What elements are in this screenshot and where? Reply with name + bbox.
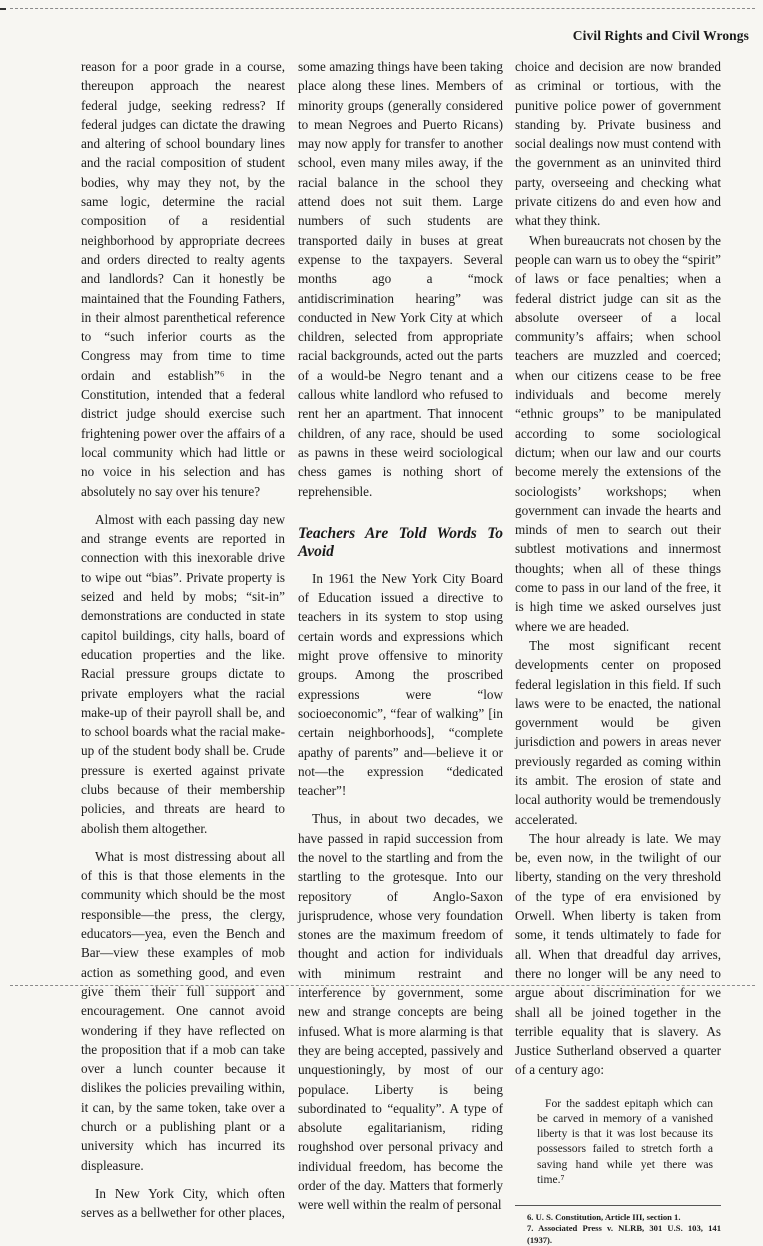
paragraph: choice and decision are now branded as criminal or tortious, with the punitive police power of government standing by. Private business and social dealings now must contend with the government as an uninvited third party, overseeing and checking what private citizens do and even how and what they think.: [515, 59, 721, 229]
footnote-7: 7. Associated Press v. NLRB, 301 U.S. 103, 141 (1937).: [527, 1223, 721, 1245]
section-heading: Teachers Are Told Words To Avoid: [298, 524, 503, 560]
paragraph: In New York City, which often serves as a bellwether for other places,: [81, 1185, 285, 1221]
paragraph: Almost with each passing day new and strange events are reported in connection with this inexorable drive to wipe out “bias”. Private property is seized and held by mobs; “sit-in” demonstrations are conducted in state capitol buildings, city halls, board of education properties and the like. Racial pressure groups dictate to private employers what the racial make-up of their payroll shall be, and to school boards what the racial make-up of the student body shall be. Crude pressure is exerted against private clubs because of their membership policies, and threats are heard to abolish them altogether.: [81, 511, 285, 836]
paragraph: Thus, in about two decades, we have passed in rapid succession from the novel to the startling and from the startling to the grotesque. Into our repository of Anglo-Saxon jurisprudence, whose very foundation stones are the maximum freedom of thought and action for individuals with minimum restraint and interference by government, some new and strange concepts are being infused. What is more alarming is that they are being accepted, passively and unquestioningly, by most of our populace. Liberty is being subordinated to “equality”. A type of absolute egalitarianism, riding roughshod over personal privacy and individual freedom, has become the order of the day. Matters that formerly were well within the realm of personal: [298, 811, 503, 1213]
bottom-border: [10, 985, 755, 986]
margin-mark: [0, 8, 6, 10]
column-2: [298, 57, 503, 1215]
paragraph: reason for a poor grade in a course, thereupon approach the nearest federal judge, seeking redress? If federal judges can dictate the drawing and altering of school boundary lines and the racial composition of student bodies, why may they not, by the same logic, determine the racial composition of a residential neighborhood by appropriate decrees and orders directed to realty agents and landlords? Can it honestly be maintained that the Founding Fathers, in their almost parenthetical reference to “such inferior courts as the Congress may from time to time ordain and establish”⁶ in the Constitution, intended that a federal district judge should exercise such frightening power over the affairs of a local community which had little or no voice in his selection and has absolutely no say over his tenure?: [81, 59, 285, 499]
paragraph: What is most distressing about all of this is that those elements in the community which should be the most responsible—the press, the clergy, educators—yea, even the Bench and Bar—view these examples of mob action as something good, and even give them their full support and encouragement. One cannot avoid wondering if they have reflected on the proposition that if a mob can take over a lunch counter because it dislikes the policies prevailing within, it can, by the same token, take over a church or a publishing plant or a university which has incurred its displeasure.: [81, 848, 285, 1173]
quote-text: For the saddest epitaph which can be carved in memory of a vanished liberty is that it was lost because its possessors failed to stretch forth a saving hand while yet there was time.⁷: [537, 1096, 713, 1186]
paragraph: The hour already is late. We may be, even now, in the twilight of our liberty, standing on the very threshold of the type of era envisioned by Orwell. When liberty is taken from some, it tends ultimately to fade for all. When that dreadful day arrives, there no longer will be any need to argue about discrimination for we shall all be joined together in the terrible equality that is slavery. As Justice Sutherland observed a quarter of a century ago:: [515, 830, 721, 1078]
paragraph: When bureaucrats not chosen by the people can warn us to obey the “spirit” of laws or face penalties; when a federal district judge can sit as the absolute overseer of a local community’s affairs; when school teachers are muzzled and coerced; when our citizens cease to be free individuals and become merely “ethnic groups” to be manipulated according to some sociological dictum; when our law and our courts become merely the extensions of the sociologists’ workshops; when government can invade the hearts and minds of men to search out their subtlest motivations and innermost thoughts; when all of these things come to pass in our land of the free, it is high time we asked ourselves just where we are headed.: [515, 232, 721, 634]
column-1: [81, 57, 285, 1223]
running-head: Civil Rights and Civil Wrongs: [572, 28, 749, 43]
footnote-6: 6. U. S. Constitution, Article III, section 1.: [527, 1211, 681, 1222]
top-border: [10, 8, 755, 9]
block-quote: [537, 1096, 713, 1187]
paragraph: some amazing things have been taking place along these lines. Members of minority groups (generally considered to mean Negroes and Puerto Ricans) may now apply for transfer to another school, even many miles away, if the racial balance in the school they attend does not suit them. Large numbers of such students are transported daily in buses at great expense to the taxpayers. Several months ago a “mock antidiscrimination hearing” was conducted in New York City at which children, selected from appropriate racial backgrounds, acted out the parts of a would-be Negro tenant and a callous white landlord who refused to rent her an apartment. That innocent children, of any race, should be used as pawns in these weird sociological chess games is nothing short of reprehensible.: [298, 59, 503, 499]
paragraph: In 1961 the New York City Board of Education issued a directive to teachers in its system to stop using certain words and expressions which might prove offensive to minority groups. Among the proscribed expressions were “low socioeconomic”, “fear of walking” [in certain neighborhoods], “complete apathy of parents” and—believe it or not—the expression “dedicated teacher”!: [298, 570, 503, 799]
paragraph: The most significant recent developments center on proposed federal legislation in this field. If such laws were to be enacted, the national government would be given jurisdiction and powers in areas never previously regarded as coming within its ambit. The erosion of state and local authority would be tremendously accelerated.: [515, 637, 721, 827]
footnote-rule: [515, 1205, 721, 1206]
footnotes: [515, 1212, 721, 1246]
column-3: [515, 57, 721, 1246]
